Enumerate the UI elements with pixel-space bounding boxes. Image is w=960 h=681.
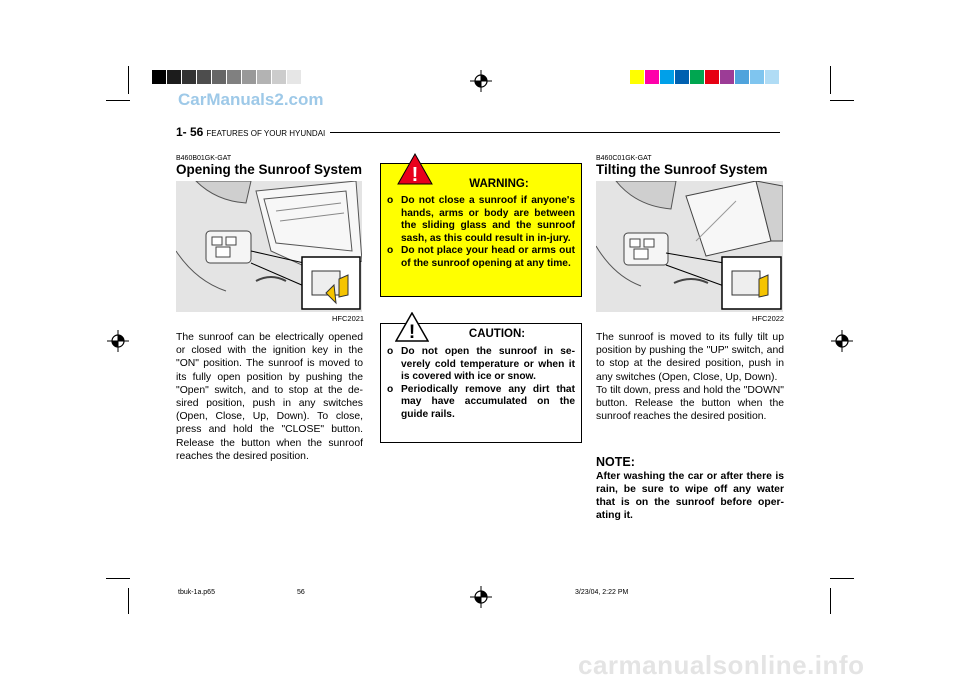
color-swatch: [675, 70, 689, 84]
color-swatch: [212, 70, 226, 84]
caution-title: CAUTION:: [468, 328, 526, 340]
sunroof-tilt-illustration: [596, 181, 783, 312]
crop-mark: [106, 100, 130, 101]
caution-box: [380, 323, 582, 443]
bullet: o: [387, 195, 394, 206]
body-paragraph: [176, 331, 363, 463]
registration-mark-icon: [470, 586, 492, 608]
color-swatch: [182, 70, 196, 84]
list-item-text: Do not close a sunroof if anyone's hands, arms or body are between the sliding glass and the sunroof sash, as this could result in in-jury.: [401, 195, 575, 244]
warning-box: [380, 163, 582, 297]
page-header: [176, 125, 325, 139]
color-swatch: [660, 70, 674, 84]
note-text: After washing the car or after there is rain, be sure to wipe off any water that is on the sunroof before oper-ating it.: [596, 471, 784, 521]
list-item: [387, 245, 575, 270]
color-swatch: [287, 70, 301, 84]
list-item: [387, 346, 575, 384]
bottom-watermark[interactable]: carmanualsonline.info: [578, 650, 865, 680]
footer-date: 3/23/04, 2:22 PM: [575, 589, 629, 596]
caution-triangle-icon: [395, 312, 429, 342]
color-swatch: [257, 70, 271, 84]
color-swatch: [645, 70, 659, 84]
caution-list: [387, 346, 575, 422]
color-swatch: [167, 70, 181, 84]
note-title: NOTE:: [596, 455, 635, 469]
color-swatch: [705, 70, 719, 84]
body-text: The sunroof can be electrically opened or closed with the ignition key in the "ON" position. The sunroof is moved to its fully open position by pushing the "Open" switch, and to stop at the de-sired position, push in any switches (Open, Close, Up, Down). To close, press and hold the "CLOSE" button. Release the button when the sunroof reaches the desired position.: [176, 332, 363, 462]
crop-mark: [830, 588, 831, 614]
color-swatch: [242, 70, 256, 84]
registration-mark-icon: [831, 330, 853, 352]
section-heading: Tilting the Sunroof System: [596, 162, 768, 177]
color-swatch: [720, 70, 734, 84]
color-swatch: [750, 70, 764, 84]
color-swatch: [735, 70, 749, 84]
figure-label: HFC2022: [752, 314, 785, 323]
crop-mark: [830, 578, 854, 579]
body-text: To tilt down, press and hold the "DOWN" button. Release the button when the sunroof reaches the desired position.: [596, 384, 784, 423]
page-number: 1- 56: [176, 125, 204, 139]
bullet: o: [387, 245, 394, 257]
crop-mark: [830, 100, 854, 101]
list-item-text: Do not open the sunroof in se-verely cold temperature or when it is covered with ice or snow.: [401, 346, 575, 383]
figure-label: HFC2021: [332, 314, 365, 323]
section-code: B460C01GK-GAT: [596, 155, 652, 162]
color-swatch: [227, 70, 241, 84]
body-text: The sunroof is moved to its fully tilt up position by pushing the "UP" switch, and to stop at the desired position, push in any switches (Open, Close, Up, Down).: [596, 332, 784, 383]
warning-list: [387, 195, 575, 271]
crop-mark: [830, 66, 831, 94]
color-swatch: [765, 70, 779, 84]
list-item-text: Do not place your head or arms out of the sunroof opening at any time.: [401, 245, 575, 269]
body-paragraph: [596, 331, 784, 423]
color-swatch: [197, 70, 211, 84]
svg-text:!: !: [411, 164, 419, 185]
list-item: [387, 195, 575, 245]
section-code: B460B01GK-GAT: [176, 155, 232, 162]
crop-mark: [128, 588, 129, 614]
footer-filename: tbuk-1a.p65: [178, 589, 215, 596]
header-divider: [330, 132, 780, 133]
list-item: [387, 384, 575, 422]
section-heading: Opening the Sunroof System: [176, 162, 363, 177]
warning-triangle-icon: [397, 153, 433, 185]
bullet: o: [387, 383, 394, 395]
list-item-text: Periodically remove any dirt that may have accumulated on the guide rails.: [401, 383, 575, 420]
site-watermark[interactable]: CarManuals2.com: [178, 90, 324, 109]
crop-mark: [106, 578, 130, 579]
section-title: FEATURES OF YOUR HYUNDAI: [206, 129, 326, 138]
color-swatch: [152, 70, 166, 84]
sunroof-open-illustration: [176, 181, 362, 312]
bullet: o: [387, 346, 394, 357]
color-swatch: [630, 70, 644, 84]
footer-page: 56: [297, 589, 305, 596]
warning-title: WARNING:: [469, 178, 529, 190]
registration-mark-icon: [470, 70, 492, 92]
crop-mark: [128, 66, 129, 94]
registration-mark-icon: [107, 330, 129, 352]
svg-text:!: !: [408, 322, 416, 342]
color-swatch: [690, 70, 704, 84]
color-swatch: [272, 70, 286, 84]
